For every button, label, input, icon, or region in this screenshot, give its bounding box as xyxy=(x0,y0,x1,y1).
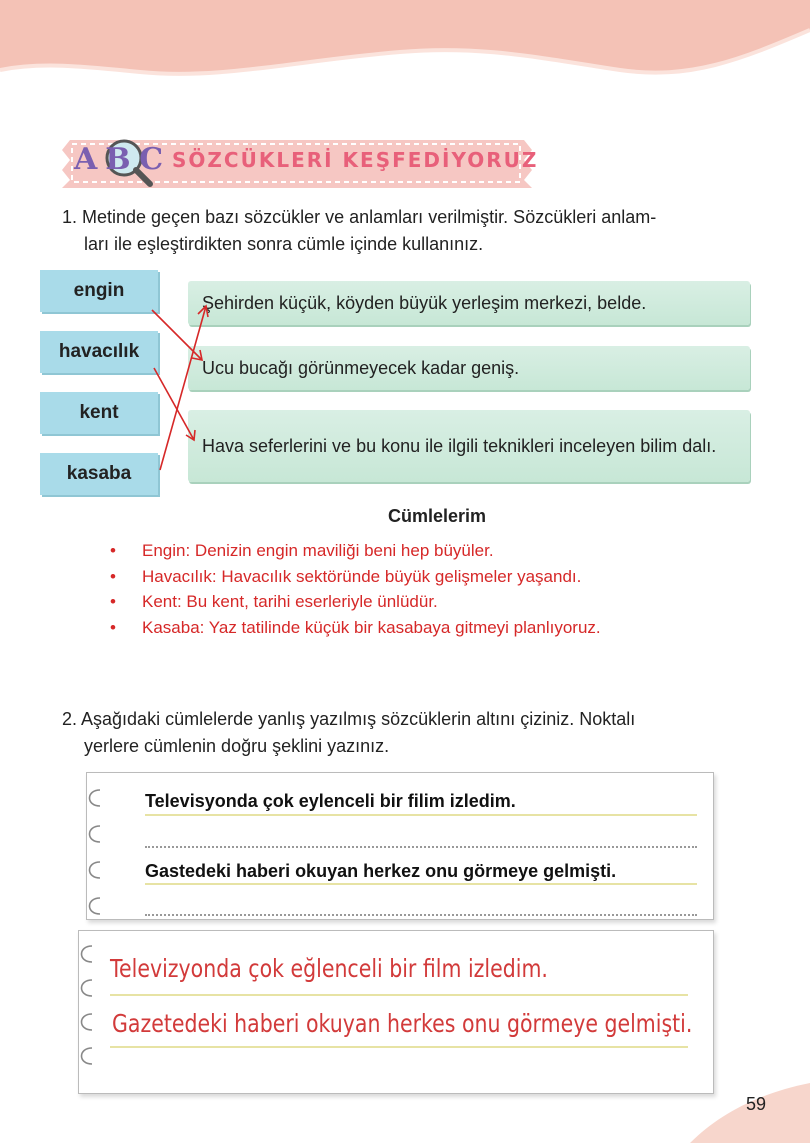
arrow-kasaba xyxy=(160,306,206,470)
definition-2-text: Ucu bucağı görünmeyecek kadar geniş. xyxy=(202,357,520,378)
spiral-rings-1 xyxy=(80,776,120,920)
handwritten-answer-2: Gazetedeki haberi okuyan herkes onu görmeye gelmişti. xyxy=(112,1009,693,1038)
sentence-text: Kent: Bu kent, tarihi eserleriyle ünlüdür. xyxy=(142,592,438,611)
list-item xyxy=(110,564,601,590)
definition-3 xyxy=(188,410,750,482)
sentence-text: Engin: Denizin engin maviliği beni hep büyüler. xyxy=(142,541,494,560)
sentence-text: Havacılık: Havacılık sektöründe büyük gelişmeler yaşandı. xyxy=(142,566,582,586)
dotted-answer-line-1 xyxy=(145,846,697,848)
abc-logo xyxy=(70,132,172,190)
sentences-list xyxy=(110,538,601,640)
exercise-sentence-1: Televisyonda çok eylenceli bir filim izledim. xyxy=(145,791,516,811)
sentence-text: Kasaba: Yaz tatilinde küçük bir kasabaya gitmeyi planlıyoruz. xyxy=(142,617,601,637)
question-1-line-1: 1. Metinde geçen bazı sözcükler ve anlamları verilmiştir. Sözcükleri anlam- xyxy=(62,207,657,227)
arrow-havacilik xyxy=(154,368,194,440)
question-2 xyxy=(62,706,752,760)
question-2-line-1: 2. Aşağıdaki cümlelerde yanlış yazılmış sözcüklerin altını çiziniz. Noktalı xyxy=(62,709,636,729)
word-card-havacilik: havacılık xyxy=(40,331,158,373)
matching-arrows xyxy=(140,290,220,480)
definition-2 xyxy=(188,346,750,390)
page-number: 59 xyxy=(745,1094,766,1114)
bullet-icon: • xyxy=(110,592,116,611)
top-wave-decoration xyxy=(0,0,810,90)
dotted-answer-line-2 xyxy=(145,914,697,916)
question-2-line-2: yerlere cümlenin doğru şeklini yazınız. xyxy=(84,736,390,756)
bullet-icon: • xyxy=(110,566,116,586)
bullet-icon: • xyxy=(110,617,116,637)
arrow-engin xyxy=(152,310,202,360)
section-title: SÖZCÜKLERİ KEŞFEDİYORUZ xyxy=(172,148,539,172)
list-item xyxy=(110,589,601,615)
word-card-kent: kent xyxy=(40,392,158,434)
definition-3-text: Hava seferlerini ve bu konu ile ilgili teknikleri inceleyen bilim dalı. xyxy=(202,435,717,456)
definition-1-text: Şehirden küçük, köyden büyük yerleşim merkezi, belde. xyxy=(202,292,647,313)
list-item xyxy=(110,615,601,641)
question-1 xyxy=(62,204,752,258)
underline xyxy=(110,994,688,996)
definition-1 xyxy=(188,281,750,325)
underline xyxy=(145,883,697,885)
abc-logo-text: ABC xyxy=(74,142,172,177)
handwritten-answer-1: Televizyonda çok eğlenceli bir film izledim. xyxy=(110,954,548,983)
underline xyxy=(110,1046,688,1048)
list-item xyxy=(110,538,601,564)
underline xyxy=(145,814,697,816)
exercise-sentence-2: Gastedeki haberi okuyan herkez onu görmeye gelmişti. xyxy=(145,861,617,881)
sentences-heading: Cümlelerim xyxy=(388,506,487,526)
spiral-rings-2 xyxy=(72,936,112,1092)
bullet-icon: • xyxy=(110,541,116,560)
word-card-engin: engin xyxy=(40,270,158,312)
question-1-line-2: ları ile eşleştirdikten sonra cümle içinde kullanınız. xyxy=(84,234,484,254)
word-card-kasaba: kasaba xyxy=(40,453,158,495)
